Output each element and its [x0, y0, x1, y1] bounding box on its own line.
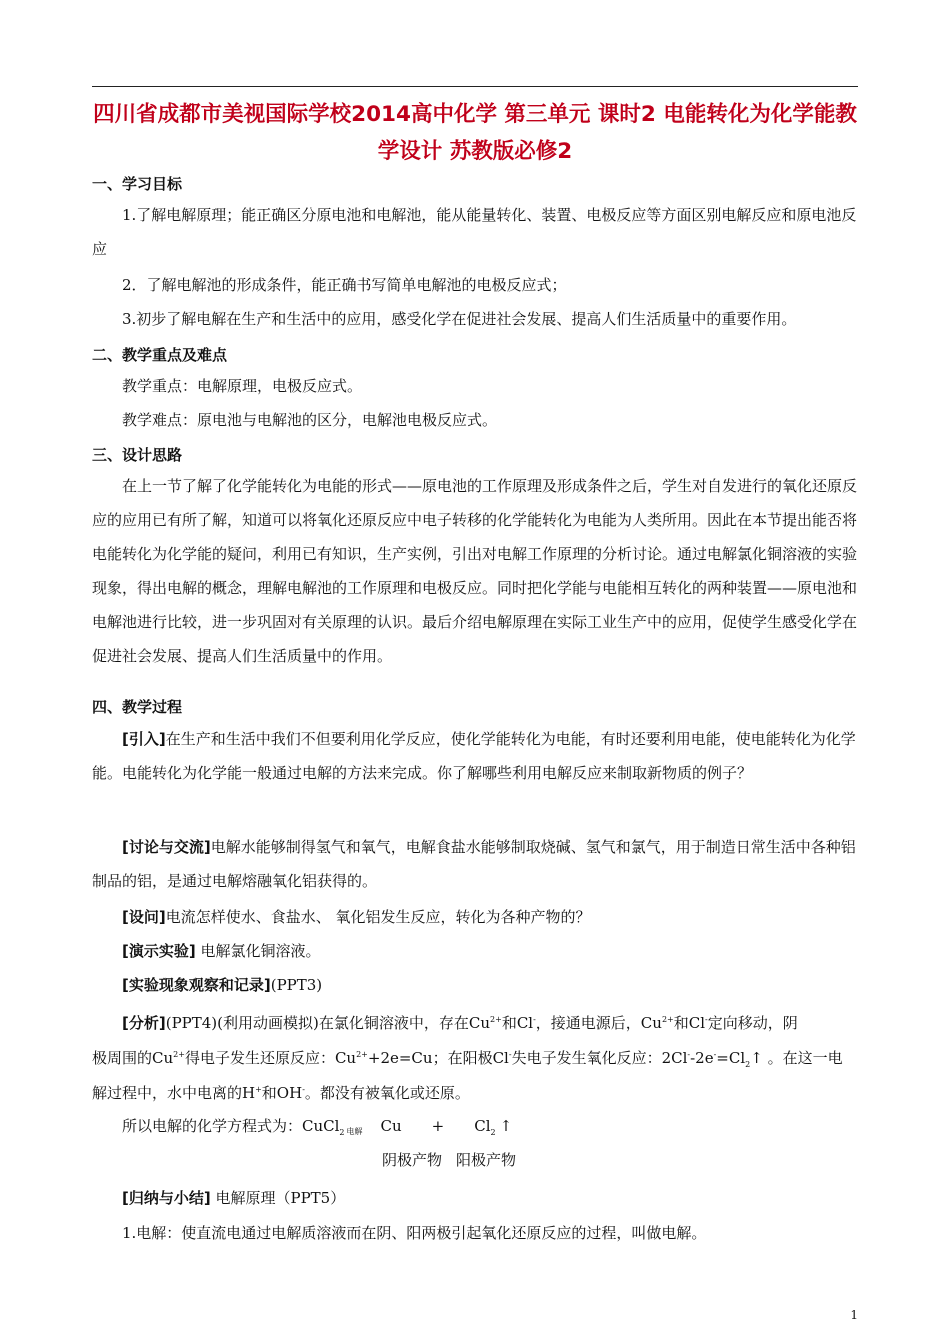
analysis2-text-g: ↑ 。在这一电 — [750, 1049, 843, 1067]
section-heading-process: 四、教学过程 — [92, 698, 183, 716]
summary-paragraph — [92, 1181, 860, 1215]
subscript: 2 — [339, 1128, 345, 1137]
analysis2-text-d: 失电子发生氧化反应：2Cl — [511, 1049, 688, 1067]
analysis-line-2 — [92, 1045, 843, 1075]
intro-tag: [引入] — [122, 730, 166, 748]
charge-sup: - — [533, 1015, 536, 1024]
objective-3: 3.初步了解电解在生产和生活中的应用，感受化学在促进社会发展、提高人们生活质量中的重要作用。 — [122, 310, 797, 328]
analysis-tag: [分析] — [122, 1014, 166, 1032]
charge-sup: - — [508, 1050, 512, 1059]
summary-text: 电解原理（PPT5） — [210, 1189, 346, 1207]
teaching-difficulty: 教学难点：原电池与电解池的区分，电解池电极反应式。 — [122, 411, 498, 429]
subscript: 2 — [745, 1060, 751, 1069]
anode-product: 阳极产物 — [456, 1151, 517, 1169]
observe-text: (PPT3) — [270, 976, 323, 994]
analysis3-text-c: 。都没有被氧化或还原。 — [304, 1084, 470, 1102]
demo-tag: [演示实验] — [122, 942, 196, 960]
charge-sup: - — [713, 1050, 717, 1059]
analysis-text-c: ，接通电源后，Cu — [535, 1014, 662, 1032]
analysis-text-d: 和Cl — [673, 1014, 706, 1032]
discuss-paragraph — [92, 830, 860, 898]
equation-cu: Cu — [380, 1117, 402, 1135]
analysis3-text-a: 解过程中，水中电离的H — [92, 1084, 256, 1102]
objective-1: 1.了解电解原理；能正确区分原电池和电解池，能从能量转化、装置、电极反应等方面区别电解反应和原电池反应 — [92, 206, 857, 258]
charge-sup: 2+ — [173, 1050, 185, 1059]
analysis-line-1 — [122, 1010, 798, 1033]
section-heading-keypoints: 二、教学重点及难点 — [92, 346, 228, 364]
charge-sup: 2+ — [356, 1050, 368, 1059]
section-heading-design: 三、设计思路 — [92, 446, 183, 464]
analysis2-text-b: 得电子发生还原反应：Cu — [184, 1049, 357, 1067]
section-heading-objectives: 一、学习目标 — [92, 175, 183, 193]
electrolysis-definition: 1.电解：使直流电通过电解质溶液而在阴、阳两极引起氧化还原反应的过程，叫做电解。 — [122, 1224, 707, 1242]
charge-sup: - — [705, 1015, 708, 1024]
summary-tag: [归纳与小结] — [122, 1189, 211, 1207]
equation-prefix: 所以电解的化学方程式为：CuCl — [122, 1117, 340, 1135]
charge-sup: + — [255, 1085, 262, 1094]
demo-paragraph — [92, 934, 860, 968]
gas-arrow: ↑ — [499, 1117, 513, 1135]
question-text: 电流怎样使水、食盐水、 氧化铝发生反应，转化为各种产物的？ — [165, 908, 591, 926]
question-paragraph — [92, 900, 860, 934]
demo-text: 电解氯化铜溶液。 — [195, 942, 321, 960]
analysis-text-b: 和Cl — [501, 1014, 534, 1032]
page-number: 1 — [850, 1308, 858, 1322]
intro-text: 在生产和生活中我们不但要利用化学反应，使化学能转化为电能，有时还要利用电能，使电能转化为化学能。电能转化为化学能一般通过电解的方法来完成。你了解哪些利用电解反应来制取新物质的例子？ — [92, 730, 856, 782]
electrolysis-condition: 电解 — [346, 1127, 363, 1136]
analysis2-text-c: +2e=Cu；在阳极Cl — [367, 1049, 509, 1067]
analysis2-text-a: 极周围的Cu — [92, 1049, 174, 1067]
subscript: 2 — [490, 1128, 496, 1137]
discuss-text: 电解水能够制得氢气和氧气，电解食盐水能够制取烧碱、氢气和氯气，用于制造日常生活中各种铝制品的铝，是通过电解熔融氧化铝获得的。 — [92, 838, 856, 890]
discuss-tag: [讨论与交流] — [122, 838, 211, 856]
intro-paragraph — [92, 722, 860, 790]
charge-sup: - — [687, 1050, 691, 1059]
analysis3-text-b: 和OH — [261, 1084, 303, 1102]
equation-cl: Cl — [474, 1117, 491, 1135]
analysis2-text-e: -2e — [690, 1049, 714, 1067]
page-title: 四川省成都市美视国际学校2014高中化学 第三单元 课时2 电能转化为化学能教学设计 苏教版必修2 — [93, 102, 857, 164]
analysis2-text-f: =Cl — [716, 1049, 746, 1067]
analysis-text-a: (PPT4)(利用动画模拟)在氯化铜溶液中，存在Cu — [165, 1014, 491, 1032]
header-rule — [92, 86, 858, 87]
design-paragraph: 在上一节了解了化学能转化为电能的形式——原电池的工作原理及形成条件之后，学生对自发进行的氧化还原反应的应用已有所了解，知道可以将氧化还原反应中电子转移的化学能转化为电能为人类所用。因此在本节提出能否将电能转化为化学能的疑问，利用已有知识，生产实例，引出对电解工作原理的分析讨论。通过电解氯化铜溶液的实验现象，得出电解的概念，理解电解池的工作原理和电极反应。同时把化学能与电能相互转化的两种装置——原电池和电解池进行比较，进一步巩固对有关原理的认识。最后介绍电解原理在实际工业生产中的应用，促使学生感受化学在促进社会发展、提高人们生活质量中的作用。 — [92, 477, 858, 665]
analysis-text-e: 定向移动，阴 — [707, 1014, 798, 1032]
equation-plus: + — [431, 1117, 445, 1135]
charge-sup: - — [302, 1085, 305, 1094]
observe-paragraph — [92, 968, 860, 1002]
objective-2: 2．了解电解池的形成条件，能正确书写简单电解池的电极反应式； — [122, 276, 567, 294]
product-labels — [382, 1150, 516, 1170]
analysis-line-3 — [92, 1080, 470, 1103]
observe-tag: [实验现象观察和记录] — [122, 976, 271, 994]
cathode-product: 阴极产物 — [382, 1151, 443, 1169]
charge-sup: 2+ — [490, 1015, 502, 1024]
equation-line — [122, 1116, 512, 1143]
teaching-key: 教学重点：电解原理，电极反应式。 — [122, 377, 363, 395]
charge-sup: 2+ — [661, 1015, 674, 1024]
question-tag: [设问] — [122, 908, 166, 926]
